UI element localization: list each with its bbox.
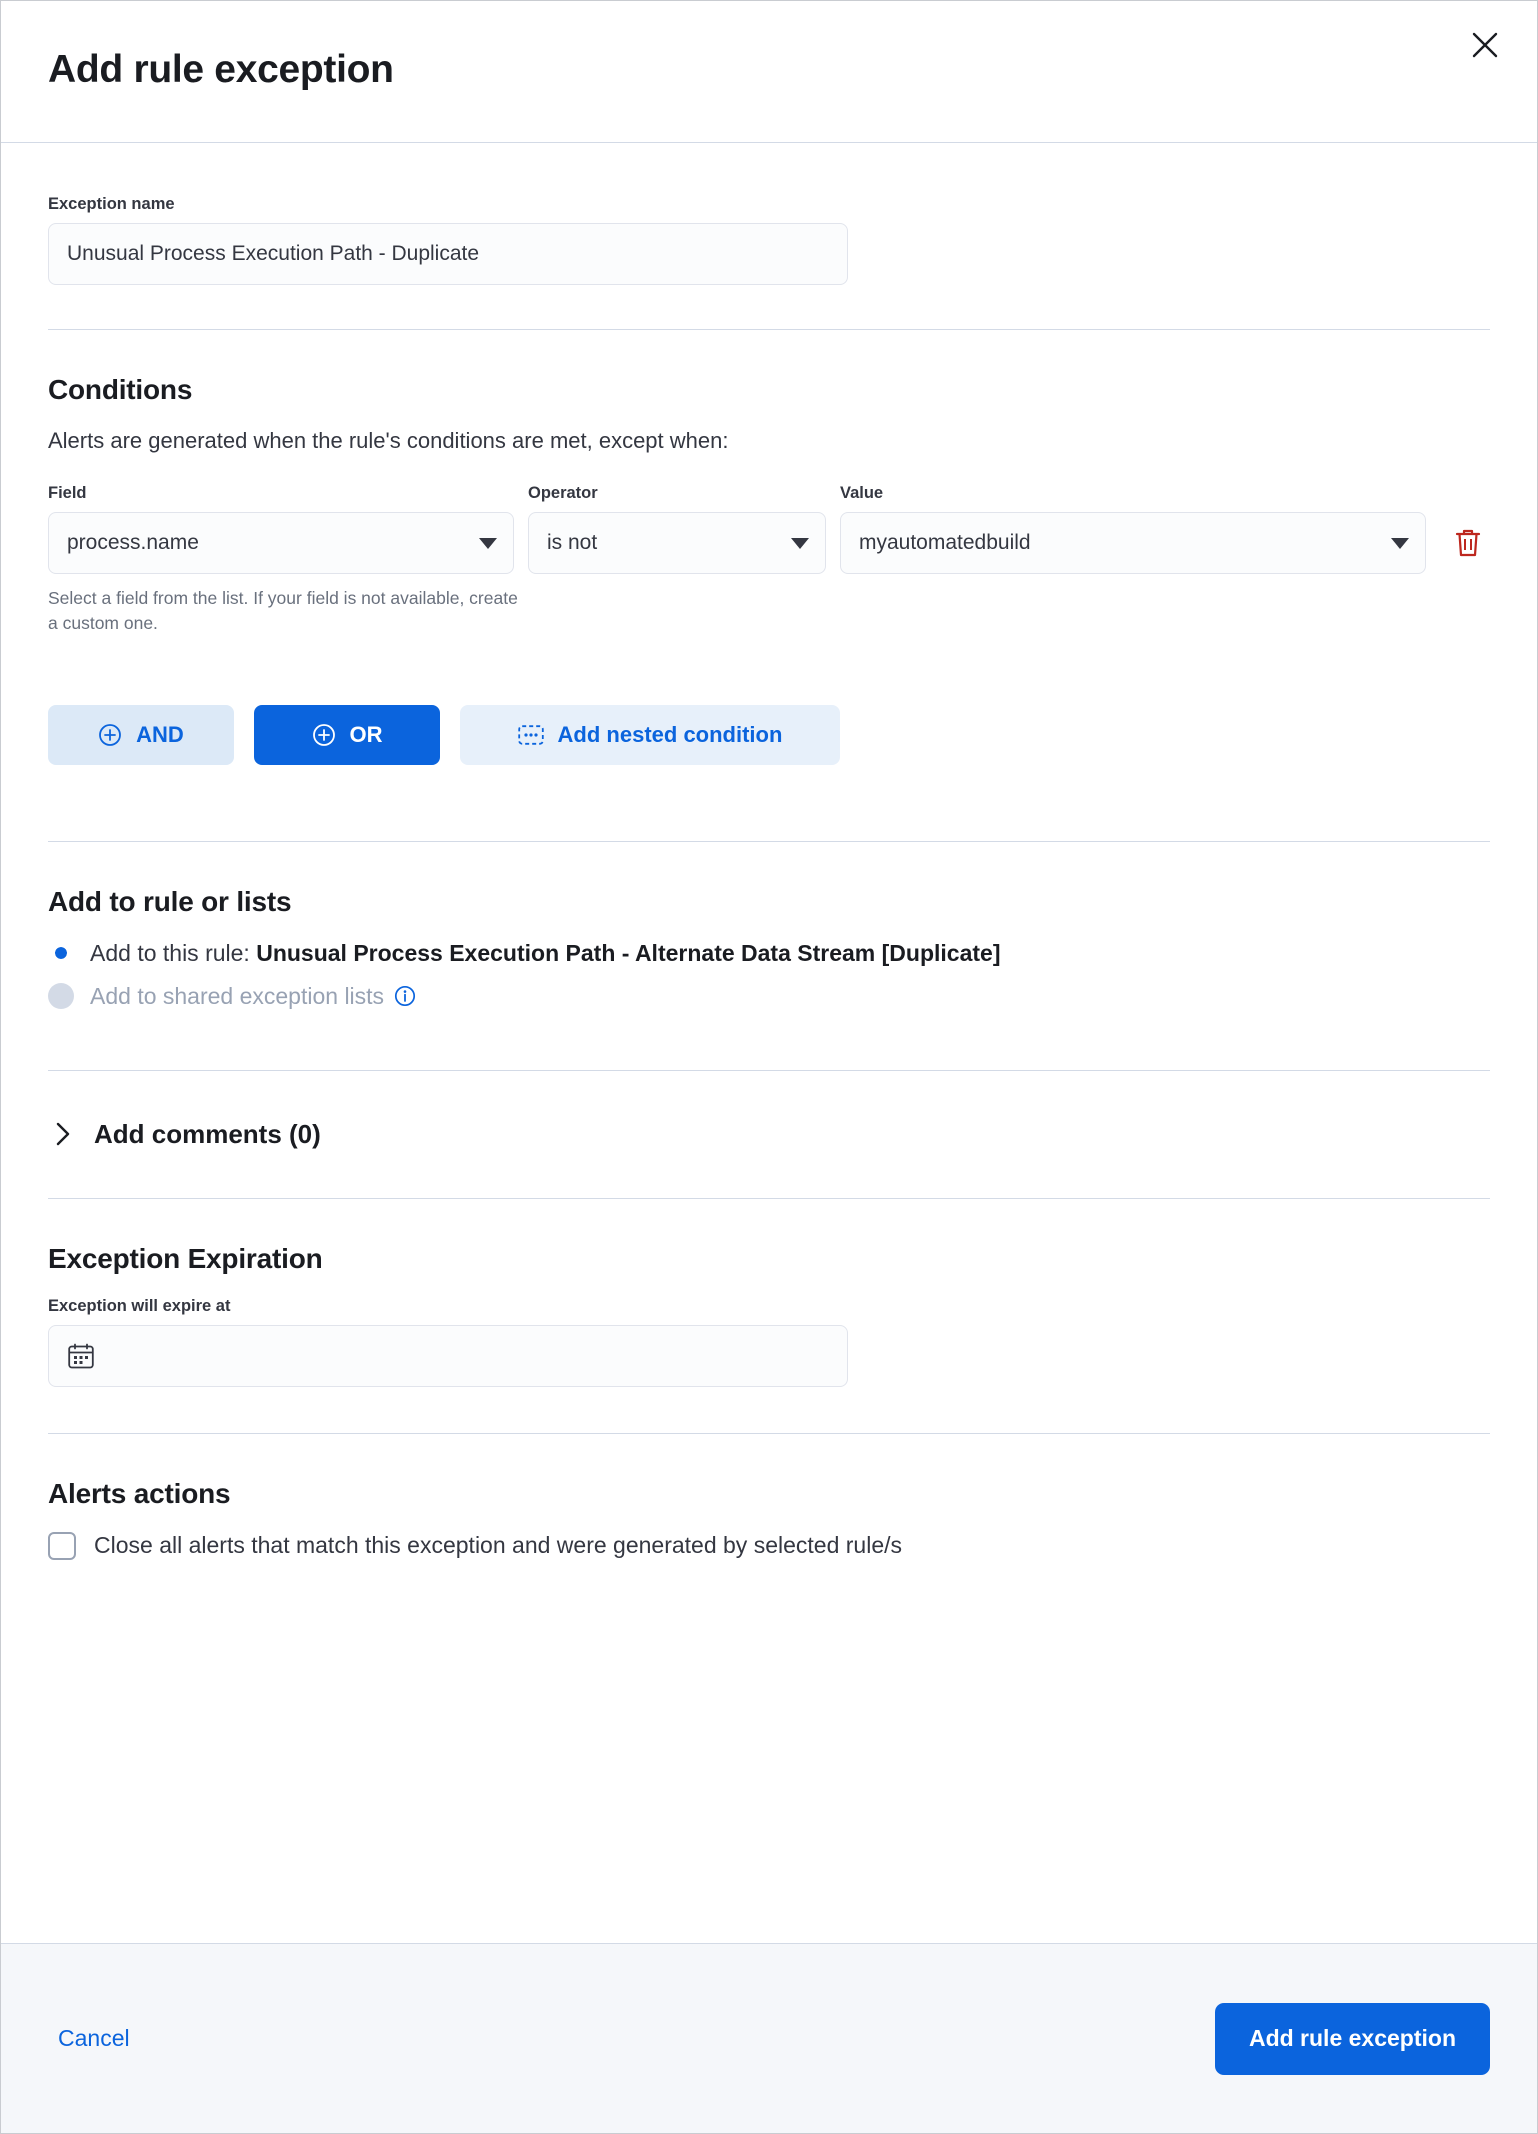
spacer	[48, 1434, 1490, 1478]
add-comments-label: Add comments (0)	[94, 1118, 321, 1149]
modal-body	[1, 143, 1537, 1943]
spacer	[48, 1150, 1490, 1198]
plus-circle-icon	[98, 723, 122, 747]
modal-footer	[1, 1943, 1537, 2133]
spacer	[48, 330, 1490, 374]
plus-circle-icon	[312, 723, 336, 747]
conditions-description: Alerts are generated when the rule's conditions are met, except when:	[48, 428, 729, 453]
operator-select-value: is not	[547, 531, 598, 554]
add-and-condition-button[interactable]	[48, 705, 234, 765]
spacer	[48, 1026, 1490, 1070]
add-nested-condition-button[interactable]	[460, 705, 840, 765]
chevron-down-icon	[479, 538, 497, 549]
radio-add-to-rule-label	[90, 940, 1001, 967]
chevron-right-icon	[48, 1120, 78, 1148]
spacer	[48, 765, 1490, 841]
close-icon[interactable]	[1461, 21, 1509, 69]
page-title: Add rule exception	[48, 48, 394, 91]
radio-add-to-shared-lists[interactable]	[48, 983, 1490, 1010]
field-help-text: Select a field from the list. If your field is not available, create a custom one.	[48, 588, 518, 634]
conditions-title: Conditions	[48, 374, 193, 405]
column-header-operator: Operator	[528, 484, 598, 502]
calendar-icon	[67, 1342, 95, 1370]
chevron-down-icon	[791, 538, 809, 549]
chevron-down-icon	[1391, 538, 1409, 549]
value-select[interactable]	[840, 512, 1426, 574]
operator-select[interactable]	[528, 512, 826, 574]
close-alerts-checkbox[interactable]	[48, 1532, 76, 1560]
add-or-condition-button[interactable]	[254, 705, 440, 765]
add-and-condition-label: AND	[136, 721, 184, 747]
condition-buttons	[48, 705, 1490, 765]
radio-add-to-shared-lists-label: Add to shared exception lists	[90, 982, 385, 1009]
condition-row	[48, 512, 1490, 574]
add-to-title: Add to rule or lists	[48, 885, 292, 917]
condition-column-headers	[48, 484, 1490, 503]
cancel-button[interactable]: Cancel	[48, 2025, 140, 2052]
expiration-title: Exception Expiration	[48, 1242, 323, 1274]
spacer	[48, 842, 1490, 886]
add-to-rule-prefix: Add to this rule:	[90, 939, 257, 966]
field-select-value: process.name	[67, 531, 199, 554]
exception-name-label: Exception name	[48, 195, 175, 213]
exception-name-group	[48, 143, 1490, 285]
spacer	[48, 1199, 1490, 1243]
add-rule-exception-button[interactable]: Add rule exception	[1215, 2003, 1490, 2075]
add-to-rule-name: Unusual Process Execution Path - Alternate Data Stream [Duplicate]	[256, 939, 1001, 966]
spacer	[48, 1071, 1490, 1119]
radio-unselected-icon	[48, 983, 74, 1009]
close-alerts-label: Close all alerts that match this exception and were generated by selected rule/s	[94, 1532, 902, 1559]
trash-icon[interactable]	[1446, 521, 1490, 565]
radio-add-to-rule[interactable]	[48, 940, 1490, 967]
radio-selected-icon	[48, 940, 74, 966]
column-header-field: Field	[48, 484, 87, 502]
exception-name-input[interactable]	[48, 223, 848, 285]
column-header-value: Value	[840, 484, 884, 502]
add-comments-accordion[interactable]	[48, 1119, 1490, 1150]
expiration-label: Exception will expire at	[48, 1296, 231, 1315]
info-icon[interactable]	[394, 985, 416, 1007]
modal-header	[1, 1, 1537, 143]
close-alerts-checkbox-row[interactable]	[48, 1532, 1490, 1560]
add-or-condition-label: OR	[349, 721, 383, 747]
spacer	[48, 1387, 1490, 1433]
nested-brackets-icon	[518, 723, 544, 747]
value-select-value: myautomatedbuild	[859, 531, 1031, 554]
add-nested-condition-label: Add nested condition	[557, 721, 783, 747]
alerts-actions-title: Alerts actions	[48, 1477, 231, 1509]
field-select[interactable]	[48, 512, 514, 574]
expiration-date-input[interactable]	[48, 1325, 848, 1387]
spacer	[48, 285, 1490, 329]
